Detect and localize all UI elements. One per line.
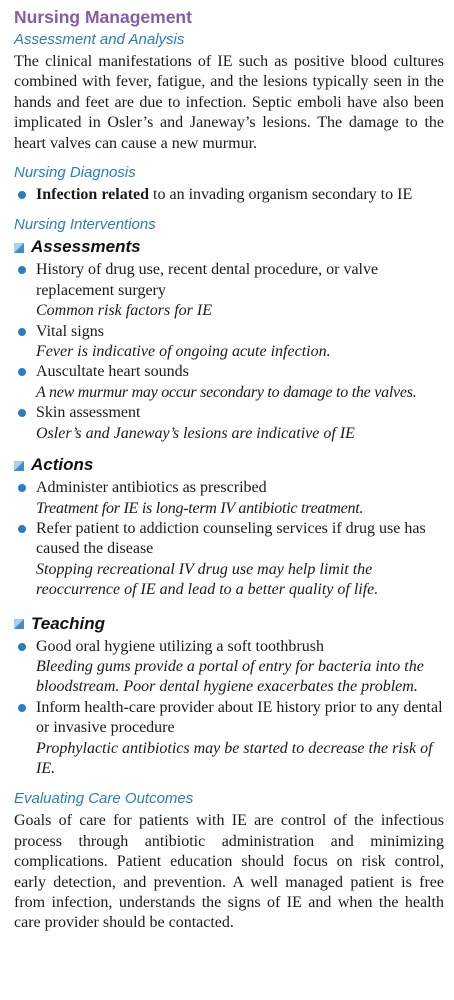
- list-item: [14, 362, 444, 403]
- section-title: Nursing Management: [14, 7, 192, 27]
- list-item: [14, 519, 444, 601]
- bullet-icon: [18, 484, 26, 492]
- list-item: [14, 637, 444, 698]
- item-text: Refer patient to addiction counseling services if drug use has caused the disease: [36, 519, 426, 558]
- list-item: [14, 260, 444, 321]
- assessment-heading: Assessment and Analysis: [14, 31, 185, 48]
- item-text: Skin assessment: [36, 404, 141, 422]
- diagnosis-heading: Nursing Diagnosis: [14, 164, 136, 182]
- item-rationale: Osler’s and Janeway’s lesions are indicative of IE: [36, 424, 355, 442]
- item-rationale: A new murmur may occur secondary to damage to the valves.: [36, 383, 417, 401]
- assessments-label: [14, 236, 444, 258]
- item-text: Inform health-care provider about IE history prior to any dental or invasive procedure: [36, 698, 443, 737]
- actions-label: [14, 454, 444, 476]
- diagnosis-list: [14, 185, 444, 205]
- list-item: [14, 403, 444, 444]
- outcomes-text: Goals of care for patients with IE are control of the infectious process through antibiotic administration and minimizing complications. Patient education should focus on risk control, early detection, and prevention. A well managed patient is free from infection, understands the signs of IE and when the health care provider should be contacted.: [14, 812, 444, 932]
- item-text: Administer antibiotics as prescribed: [36, 479, 267, 497]
- teaching-list: [14, 637, 444, 780]
- teaching-label-text: Teaching: [31, 613, 105, 633]
- interventions-heading: Nursing Interventions: [14, 216, 156, 234]
- list-item: [14, 698, 444, 780]
- section-marker-icon: [14, 243, 24, 253]
- item-rationale: Common risk factors for IE: [36, 302, 212, 320]
- item-text: Vital signs: [36, 322, 104, 340]
- bullet-icon: [18, 525, 26, 533]
- diagnosis-text: to an invading organism secondary to IE: [149, 186, 413, 204]
- bullet-icon: [18, 266, 26, 274]
- assessments-label-text: Assessments: [31, 237, 141, 257]
- item-rationale: Treatment for IE is long-term IV antibiotic treatment.: [36, 499, 364, 517]
- outcomes-heading: Evaluating Care Outcomes: [14, 790, 194, 808]
- assessments-list: [14, 260, 444, 444]
- assessment-text: The clinical manifestations of IE such as positive blood cultures combined with fever, fatigue, and the lesions typically seen in the hands and feet are due to infection. Septic emboli have also been implicated in Osler’s and Janeway’s lesions. The damage to the heart valves can cause a new murmur.: [14, 53, 444, 152]
- diagnosis-item: [14, 185, 444, 205]
- actions-list: [14, 478, 444, 600]
- bullet-icon: [18, 328, 26, 336]
- teaching-label: [14, 613, 444, 635]
- item-text: History of drug use, recent dental procedure, or valve replacement surgery: [36, 261, 379, 299]
- section-marker-icon: [14, 619, 24, 629]
- diagnosis-bold: Infection related: [36, 186, 150, 204]
- list-item: [14, 322, 444, 363]
- item-text: Auscultate heart sounds: [36, 363, 189, 381]
- actions-label-text: Actions: [31, 455, 94, 475]
- item-text: Good oral hygiene utilizing a soft toothbrush: [36, 637, 324, 655]
- bullet-icon: [18, 704, 26, 712]
- list-item: [14, 478, 444, 519]
- item-rationale: Bleeding gums provide a portal of entry for bacteria into the bloodstream. Poor dental hygiene exacerbates the problem.: [36, 657, 424, 696]
- bullet-icon: [18, 191, 26, 199]
- section-marker-icon: [14, 461, 24, 471]
- item-rationale: Stopping recreational IV drug use may help limit the reoccurrence of IE and lead to a better quality of life.: [36, 560, 379, 599]
- item-rationale: Fever is indicative of ongoing acute infection.: [36, 343, 331, 361]
- item-rationale: Prophylactic antibiotics may be started to decrease the risk of IE.: [36, 739, 433, 777]
- bullet-icon: [18, 643, 26, 651]
- bullet-icon: [18, 368, 26, 376]
- bullet-icon: [18, 409, 26, 417]
